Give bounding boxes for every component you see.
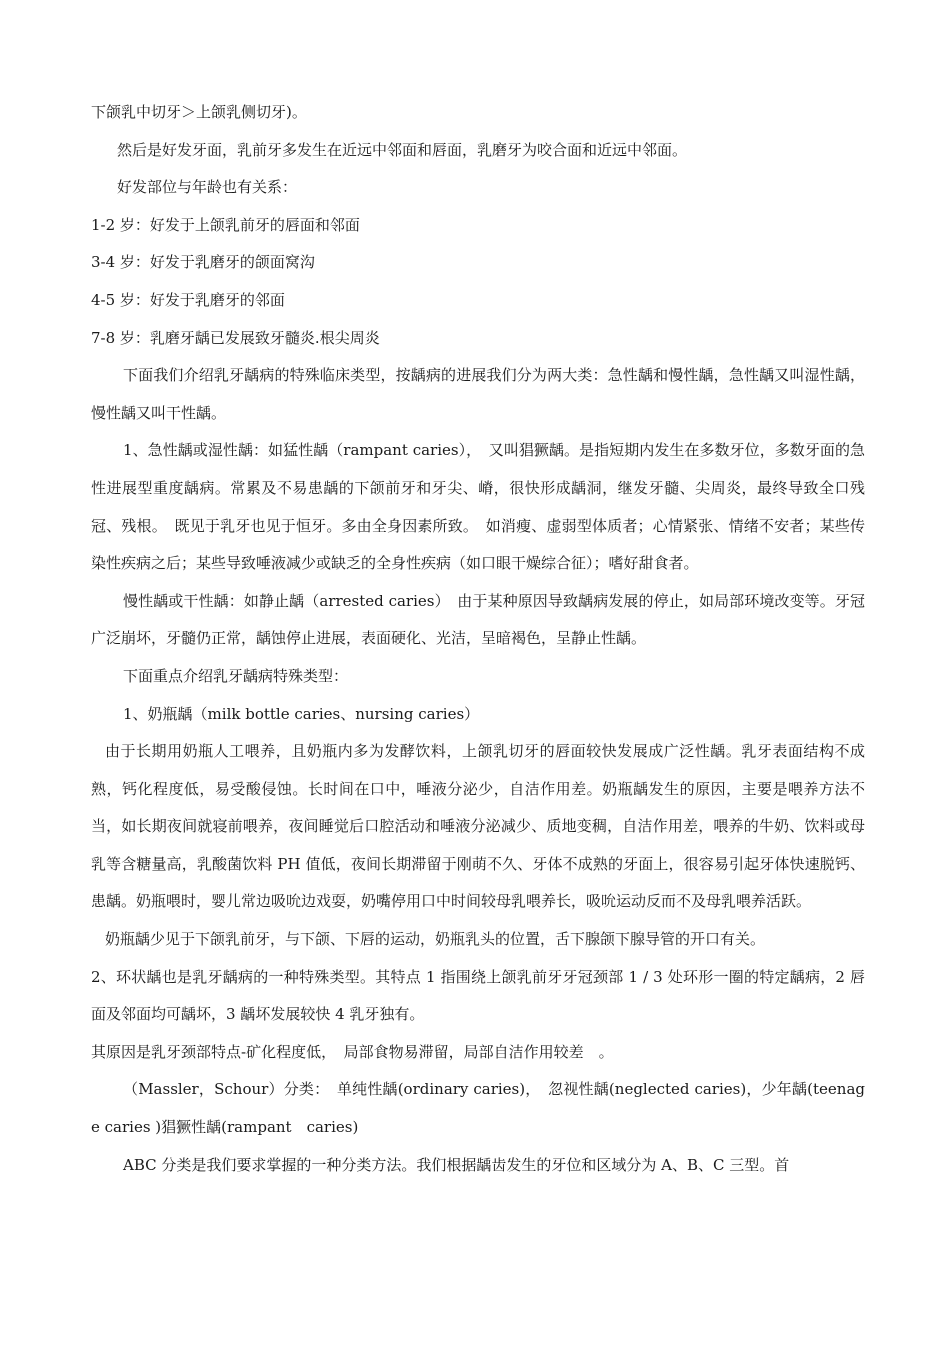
document-page (91, 94, 865, 1184)
paragraph-intro-continuation: 下颌乳中切牙＞上颌乳侧切牙)。 (91, 103, 307, 121)
age-item-4-5: 4-5 岁：好发于乳磨牙的邻面 (91, 290, 285, 309)
paragraph-bottle-caries-location: 奶瓶龋少见于下颌乳前牙，与下颌、下唇的运动，奶瓶乳头的位置，舌下腺颌下腺导管的开口有关。 (105, 930, 766, 949)
age-item-3-4: 3-4 岁：好发于乳磨牙的颌面窝沟 (91, 253, 315, 272)
paragraph-circular-caries-cause: 其原因是乳牙颈部特点-矿化程度低， 局部食物易滞留，局部自洁作用较差 。 (91, 1042, 614, 1061)
paragraph-acute-caries: 1、急性龋或湿性龋：如猛性龋（rampant caries）， 又叫猖獗龋。是指短期内发生在多数牙位，多数牙面的急性进展型重度龋病。常累及不易患龋的下颌前牙和牙尖、嵴，很快形成龋洞，继发牙髓、尖周炎，最终导致全口残冠、残根。 既见于乳牙也见于恒牙。多由全身因素所致。 如消瘦、虚弱型体质者；心情紧张、情绪不安者；某些传染性疾病之后；某些导致唾液减少或缺乏的全身性疾病（如口眼干燥综合征）；嗜好甜食者。 (91, 441, 865, 573)
paragraph-bottle-caries-cause: 由于长期用奶瓶人工喂养，且奶瓶内多为发酵饮料，上颌乳切牙的唇面较快发展成广泛性龋。乳牙表面结构不成熟，钙化程度低，易受酸侵蚀。长时间在口中，唾液分泌少，自洁作用差。奶瓶龋发生的原因，主要是喂养方法不当，如长期夜间就寝前喂养，夜间睡觉后口腔活动和唾液分泌减少、质地变稠，自洁作用差，喂养的牛奶、饮料或母乳等含糖量高，乳酸菌饮料 PH 值低，夜间长期滞留于刚萌不久、牙体不成熟的牙面上，很容易引起牙体快速脱钙、患龋。奶瓶喂时，婴儿常边吸吮边戏耍，奶嘴停用口中时间较母乳喂养长，吸吮运动反而不及母乳喂养活跃。 (91, 742, 865, 911)
paragraph-chronic-caries: 慢性龋或干性龋：如静止龋（arrested caries） 由于某种原因导致龋病发展的停止，如局部环境改变等。牙冠广泛崩坏，牙髓仍正常，龋蚀停止进展，表面硬化、光洁，呈暗褐色，呈静止性龋。 (91, 591, 865, 648)
paragraph-predilection-surfaces: 然后是好发牙面，乳前牙多发生在近远中邻面和唇面，乳磨牙为咬合面和近远中邻面。 (117, 140, 688, 159)
paragraph-massler-schour: （Massler，Schour）分类： 单纯性龋(ordinary caries)， 忽视性龋(neglected caries)，少年龋(teenage caries )猖獗性龋(rampant caries) (91, 1080, 865, 1137)
paragraph-special-types-heading: 下面重点介绍乳牙龋病特殊类型： (123, 666, 349, 685)
paragraph-age-relation: 好发部位与年龄也有关系： (117, 178, 298, 197)
paragraph-circular-caries: 2、环状龋也是乳牙龋病的一种特殊类型。其特点 1 指围绕上颌乳前牙牙冠颈部 1 / 3 处环形一圈的特定龋病，2 唇面及邻面均可龋坏，3 龋坏发展较快 4 乳牙独有。 (91, 967, 865, 1024)
paragraph-clinical-types: 下面我们介绍乳牙龋病的特殊临床类型，按龋病的进展我们分为两大类：急性龋和慢性龋，急性龋又叫湿性龋，慢性龋又叫干性龋。 (91, 366, 865, 422)
heading-bottle-caries: 1、奶瓶龋（milk bottle caries、nursing caries） (123, 704, 480, 723)
paragraph-abc-classification: ABC 分类是我们要求掌握的一种分类方法。我们根据龋齿发生的牙位和区域分为 A、B、C 三型。首 (123, 1155, 790, 1174)
age-item-1-2: 1-2 岁：好发于上颌乳前牙的唇面和邻面 (91, 215, 360, 234)
age-item-7-8: 7-8 岁：乳磨牙龋已发展致牙髓炎.根尖周炎 (91, 328, 380, 347)
